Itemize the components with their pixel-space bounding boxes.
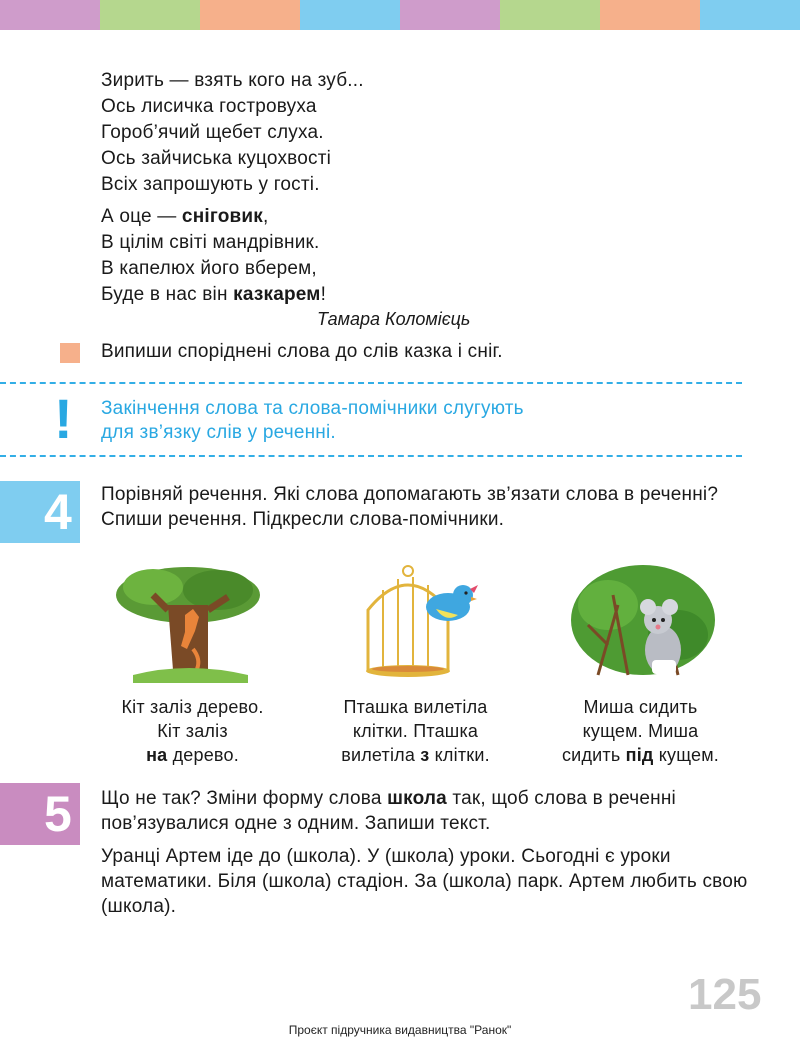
mouse-bush-illustration (568, 565, 718, 685)
stripe-segment (300, 0, 400, 30)
bird-cage-illustration (358, 565, 488, 685)
bold-word: школа (387, 788, 447, 809)
stripe-segment (0, 0, 100, 30)
task-number-badge (0, 783, 80, 845)
rule-divider-bottom (0, 455, 742, 457)
poem-line: В капелюх його вберем, (101, 258, 317, 279)
caption-line: клітки. Пташка (352, 721, 479, 741)
bold-word: з (420, 745, 430, 765)
poem-author: Тамара Коломієць (317, 309, 471, 329)
grammar-rule (101, 397, 524, 445)
stripe-segment (700, 0, 800, 30)
bold-word: казкарем (233, 284, 321, 305)
poem-line: Ось лисичка гостровуха (101, 96, 317, 117)
top-color-stripe (0, 0, 800, 30)
poem-line: Ось зайчиська куцохвості (101, 148, 332, 169)
page-number: 125 (688, 970, 762, 1019)
caption-line: на дерево. (146, 745, 239, 765)
cat-tree-illustration (113, 565, 263, 685)
caption-line: Пташка вилетіла (343, 697, 488, 717)
task5-instruction: Що не так? Зміни форму слова школа так, щоб слова в реченні пов’язувалися одне з одним. Запиши текст. (101, 788, 676, 834)
task4-instruction: Порівняй речення. Які слова допомагають зв’язати слова в реченні? Спиши речення. Підкресли слова-помічники. (101, 484, 719, 530)
poem-line: Всіх запрошують у гості. (101, 174, 320, 195)
poem-line: Зирить — взять кого на зуб... (101, 70, 364, 91)
caption-line: кущем. Миша (582, 721, 699, 741)
poem (101, 68, 364, 308)
caption-line: вилетіла з клітки. (341, 745, 490, 765)
poem-line: В цілім світі мандрівник. (101, 232, 320, 253)
exclamation-icon: ! (54, 387, 73, 450)
task-write-instruction: Випиши споріднені слова до слів казка і сніг. (101, 341, 503, 362)
stripe-segment (200, 0, 300, 30)
picture-caption (95, 695, 290, 767)
bold-word: сніговик (181, 206, 263, 227)
caption-line: Миша сидить (583, 697, 698, 717)
poem-line: Буде в нас він казкарем! (101, 284, 327, 305)
poem-line: Гороб’ячий щебет слуха. (101, 122, 324, 143)
stripe-segment (400, 0, 500, 30)
stripe-segment (500, 0, 600, 30)
stripe-segment (600, 0, 700, 30)
footer-note: Проєкт підручника видавництва "Ранок" (288, 1023, 512, 1037)
rule-line: Закінчення слова та слова-помічники слугують (101, 398, 524, 419)
rule-divider-top (0, 382, 742, 384)
bold-word: на (146, 745, 168, 765)
bold-word: під (625, 745, 654, 765)
caption-line: Кіт заліз (157, 721, 228, 741)
task-marker-square (60, 343, 80, 363)
stripe-segment (100, 0, 200, 30)
task5-text: Уранці Артем іде до (школа). У (школа) уроки. Сьогодні є уроки математики. Біля (школа) стадіон. За (школа) парк. Артем любить свою (школа). (101, 846, 748, 917)
caption-line: Кіт заліз дерево. (121, 697, 264, 717)
picture-caption (538, 695, 743, 767)
picture-caption (318, 695, 513, 767)
task-number: 4 (44, 484, 72, 540)
caption-line: сидить під кущем. (561, 745, 720, 765)
poem-line: А оце — сніговик, (101, 206, 269, 227)
task-number: 5 (44, 786, 72, 842)
task-number-badge (0, 481, 80, 543)
rule-line: для зв’язку слів у реченні. (101, 422, 336, 443)
